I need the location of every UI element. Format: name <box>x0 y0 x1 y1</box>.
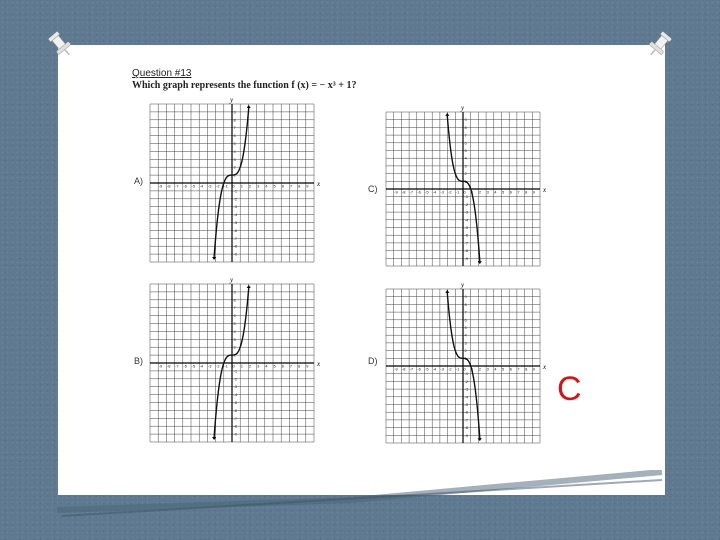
y-tick-label: -6 <box>464 409 469 415</box>
x-tick-label: 8 <box>298 183 301 189</box>
x-tick-label: -6 <box>183 183 187 189</box>
x-tick-label: -7 <box>175 183 179 189</box>
y-tick-label: -5 <box>233 220 238 225</box>
x-tick-label: -7 <box>409 189 414 195</box>
x-tick-label: -7 <box>409 366 414 372</box>
y-tick-label: 9 <box>233 289 236 295</box>
x-tick-label: 7 <box>289 183 293 189</box>
question-text: Which graph represents the function f (x) = − x³ + 1? <box>132 80 357 91</box>
y-tick-label: -8 <box>233 243 238 249</box>
x-tick-label: 2 <box>248 183 252 189</box>
x-tick-label: -8 <box>166 363 171 369</box>
y-tick-label: -9 <box>233 431 238 437</box>
x-tick-label: 7 <box>517 189 520 195</box>
y-axis-label: y <box>230 96 234 104</box>
y-tick-label: -9 <box>464 255 469 261</box>
x-tick-label: -2 <box>448 189 452 195</box>
x-tick-label: -2 <box>216 183 220 189</box>
y-tick-label: -7 <box>464 417 469 423</box>
x-tick-label: -9 <box>394 366 398 372</box>
x-tick-label: -5 <box>425 189 429 195</box>
y-tick-label: -5 <box>464 402 469 407</box>
x-tick-label: -8 <box>401 189 406 195</box>
y-axis-label: y <box>461 281 465 289</box>
x-tick-label: -9 <box>158 183 163 189</box>
curve-arrow <box>445 290 449 293</box>
answer-mark: C <box>557 370 582 408</box>
x-tick-label: 5 <box>502 189 505 195</box>
y-axis-label: y <box>230 276 234 284</box>
x-tick-label: 0 <box>232 363 235 369</box>
x-tick-label: 7 <box>289 363 293 369</box>
x-tick-label: 6 <box>281 363 284 369</box>
y-tick-label: 9 <box>464 117 467 123</box>
x-tick-label: 3 <box>486 189 489 195</box>
x-tick-label: 0 <box>232 183 235 189</box>
x-tick-label: -3 <box>440 189 444 195</box>
x-tick-label: 8 <box>525 189 528 195</box>
x-tick-label: -5 <box>191 363 196 369</box>
y-tick-label: 5 <box>233 321 236 326</box>
x-tick-label: -6 <box>417 366 421 372</box>
graph-svg <box>382 281 547 447</box>
x-tick-label: 1 <box>471 366 474 372</box>
y-tick-label: 1 <box>233 172 236 178</box>
x-tick-label: 9 <box>306 363 309 369</box>
y-tick-label: -1 <box>464 194 469 200</box>
y-tick-label: 4 <box>464 332 467 338</box>
x-tick-label: -1 <box>455 189 460 195</box>
y-tick-label: 2 <box>464 171 467 177</box>
y-tick-label: 9 <box>464 294 467 300</box>
x-tick-label: 1 <box>471 189 474 195</box>
y-tick-label: 8 <box>464 124 467 130</box>
x-tick-label: -7 <box>175 363 179 369</box>
x-tick-label: 2 <box>478 189 482 195</box>
curve-arrow <box>247 285 251 288</box>
x-tick-label: 0 <box>463 366 466 372</box>
x-tick-label: -1 <box>224 363 228 369</box>
y-tick-label: -9 <box>233 251 238 257</box>
option-c-label: C) <box>368 184 378 194</box>
x-tick-label: 6 <box>509 366 512 372</box>
y-tick-label: -9 <box>464 432 469 438</box>
y-tick-label: -3 <box>233 384 238 390</box>
y-tick-label: -3 <box>464 209 469 215</box>
x-tick-label: 4 <box>494 366 497 372</box>
option-b-label: B) <box>134 356 143 366</box>
y-tick-label: 1 <box>464 355 467 361</box>
graph-svg <box>382 104 547 270</box>
x-tick-label: -3 <box>440 366 444 372</box>
y-tick-label: -7 <box>233 235 238 241</box>
y-tick-label: 2 <box>233 164 236 170</box>
x-tick-label: -4 <box>199 363 204 369</box>
x-tick-label: 1 <box>240 363 243 369</box>
y-tick-label: -3 <box>233 204 238 210</box>
y-tick-label: 3 <box>233 156 236 162</box>
y-tick-label: 4 <box>233 328 236 334</box>
y-tick-label: 3 <box>233 336 236 342</box>
y-tick-label: -4 <box>233 392 238 398</box>
y-tick-label: 3 <box>464 340 467 346</box>
x-tick-label: 2 <box>248 363 252 369</box>
x-tick-label: 5 <box>502 366 505 372</box>
y-tick-label: 7 <box>233 125 236 131</box>
x-tick-label: 2 <box>478 366 482 372</box>
y-tick-label: 2 <box>464 348 467 354</box>
x-tick-label: 4 <box>265 183 268 189</box>
x-tick-label: -5 <box>191 183 196 189</box>
question-block <box>132 68 372 98</box>
x-tick-label: -8 <box>401 366 406 372</box>
y-tick-label: -5 <box>464 225 469 230</box>
y-tick-label: 1 <box>464 178 467 184</box>
tape-scratch-decoration <box>52 470 672 520</box>
option-c-graph <box>382 104 547 270</box>
y-tick-label: -4 <box>464 394 469 400</box>
y-tick-label: -4 <box>233 212 238 218</box>
x-tick-label: 8 <box>298 363 301 369</box>
y-tick-label: -6 <box>464 232 469 238</box>
x-tick-label: -2 <box>216 363 220 369</box>
x-tick-label: -1 <box>224 183 228 189</box>
option-a-graph <box>146 96 321 266</box>
x-tick-label: 9 <box>306 183 309 189</box>
option-a-label: A) <box>134 176 143 186</box>
x-tick-label: 6 <box>281 183 284 189</box>
x-tick-label: -6 <box>183 363 187 369</box>
y-tick-label: 7 <box>233 305 236 311</box>
y-tick-label: 4 <box>233 148 236 154</box>
y-tick-label: -2 <box>464 378 469 384</box>
x-tick-label: -3 <box>207 183 212 189</box>
y-tick-label: 6 <box>233 313 236 319</box>
x-tick-label: 5 <box>273 363 276 369</box>
x-axis-label: x <box>543 186 547 194</box>
y-tick-label: 5 <box>464 148 467 153</box>
y-tick-label: -3 <box>464 386 469 392</box>
y-tick-label: -2 <box>464 201 469 207</box>
y-tick-label: 9 <box>233 109 236 115</box>
x-tick-label: -3 <box>207 363 212 369</box>
y-tick-label: 7 <box>464 132 467 138</box>
y-tick-label: -1 <box>233 188 238 194</box>
y-tick-label: -2 <box>233 376 238 382</box>
y-tick-label: 6 <box>464 317 467 323</box>
x-tick-label: 7 <box>517 366 520 372</box>
y-tick-label: 2 <box>233 344 236 350</box>
x-tick-label: -9 <box>158 363 163 369</box>
y-tick-label: -1 <box>464 371 469 377</box>
x-tick-label: -4 <box>199 183 204 189</box>
y-tick-label: 5 <box>233 141 236 146</box>
x-tick-label: -9 <box>394 189 398 195</box>
x-tick-label: 5 <box>273 183 276 189</box>
y-tick-label: -6 <box>233 407 238 413</box>
x-tick-label: -4 <box>432 366 437 372</box>
curve-arrow <box>445 113 449 116</box>
y-tick-label: 7 <box>464 309 467 315</box>
x-tick-label: 4 <box>494 189 497 195</box>
y-tick-label: -2 <box>233 196 238 202</box>
x-tick-label: 3 <box>257 183 260 189</box>
y-tick-label: 5 <box>464 325 467 330</box>
graph-svg <box>146 276 321 446</box>
y-tick-label: 8 <box>233 117 236 123</box>
y-tick-label: 3 <box>464 163 467 169</box>
option-d-label: D) <box>368 356 378 366</box>
y-tick-label: -8 <box>233 423 238 429</box>
x-tick-label: 3 <box>486 366 489 372</box>
x-tick-label: -8 <box>166 183 171 189</box>
x-tick-label: 8 <box>525 366 528 372</box>
x-tick-label: 0 <box>463 189 466 195</box>
y-tick-label: -7 <box>233 415 238 421</box>
question-number: Question #13 <box>132 68 192 79</box>
y-axis-label: y <box>461 104 465 112</box>
x-axis-label: x <box>317 360 321 368</box>
x-tick-label: 3 <box>257 363 260 369</box>
y-tick-label: -7 <box>464 240 469 246</box>
x-tick-label: 1 <box>240 183 243 189</box>
x-tick-label: -1 <box>455 366 460 372</box>
x-tick-label: -4 <box>432 189 437 195</box>
y-tick-label: -6 <box>233 227 238 233</box>
x-tick-label: 6 <box>509 189 512 195</box>
y-tick-label: 6 <box>233 133 236 139</box>
x-tick-label: 9 <box>532 366 536 372</box>
y-tick-label: -5 <box>233 400 238 405</box>
graph-svg <box>146 96 321 266</box>
y-tick-label: -1 <box>233 368 238 374</box>
x-tick-label: 9 <box>532 189 536 195</box>
y-tick-label: 4 <box>464 155 467 161</box>
y-tick-label: 8 <box>233 297 236 303</box>
y-tick-label: 1 <box>233 352 236 358</box>
y-tick-label: -4 <box>464 217 469 223</box>
y-tick-label: -8 <box>464 425 469 431</box>
x-tick-label: -2 <box>448 366 452 372</box>
option-b-graph <box>146 276 321 446</box>
x-tick-label: 4 <box>265 363 268 369</box>
y-tick-label: 6 <box>464 140 467 146</box>
x-tick-label: -5 <box>425 366 429 372</box>
y-tick-label: 8 <box>464 301 467 307</box>
option-d-graph <box>382 281 547 447</box>
x-tick-label: -6 <box>417 189 421 195</box>
x-axis-label: x <box>317 180 321 188</box>
curve-arrow <box>247 105 251 108</box>
x-axis-label: x <box>543 363 547 371</box>
y-tick-label: -8 <box>464 248 469 254</box>
